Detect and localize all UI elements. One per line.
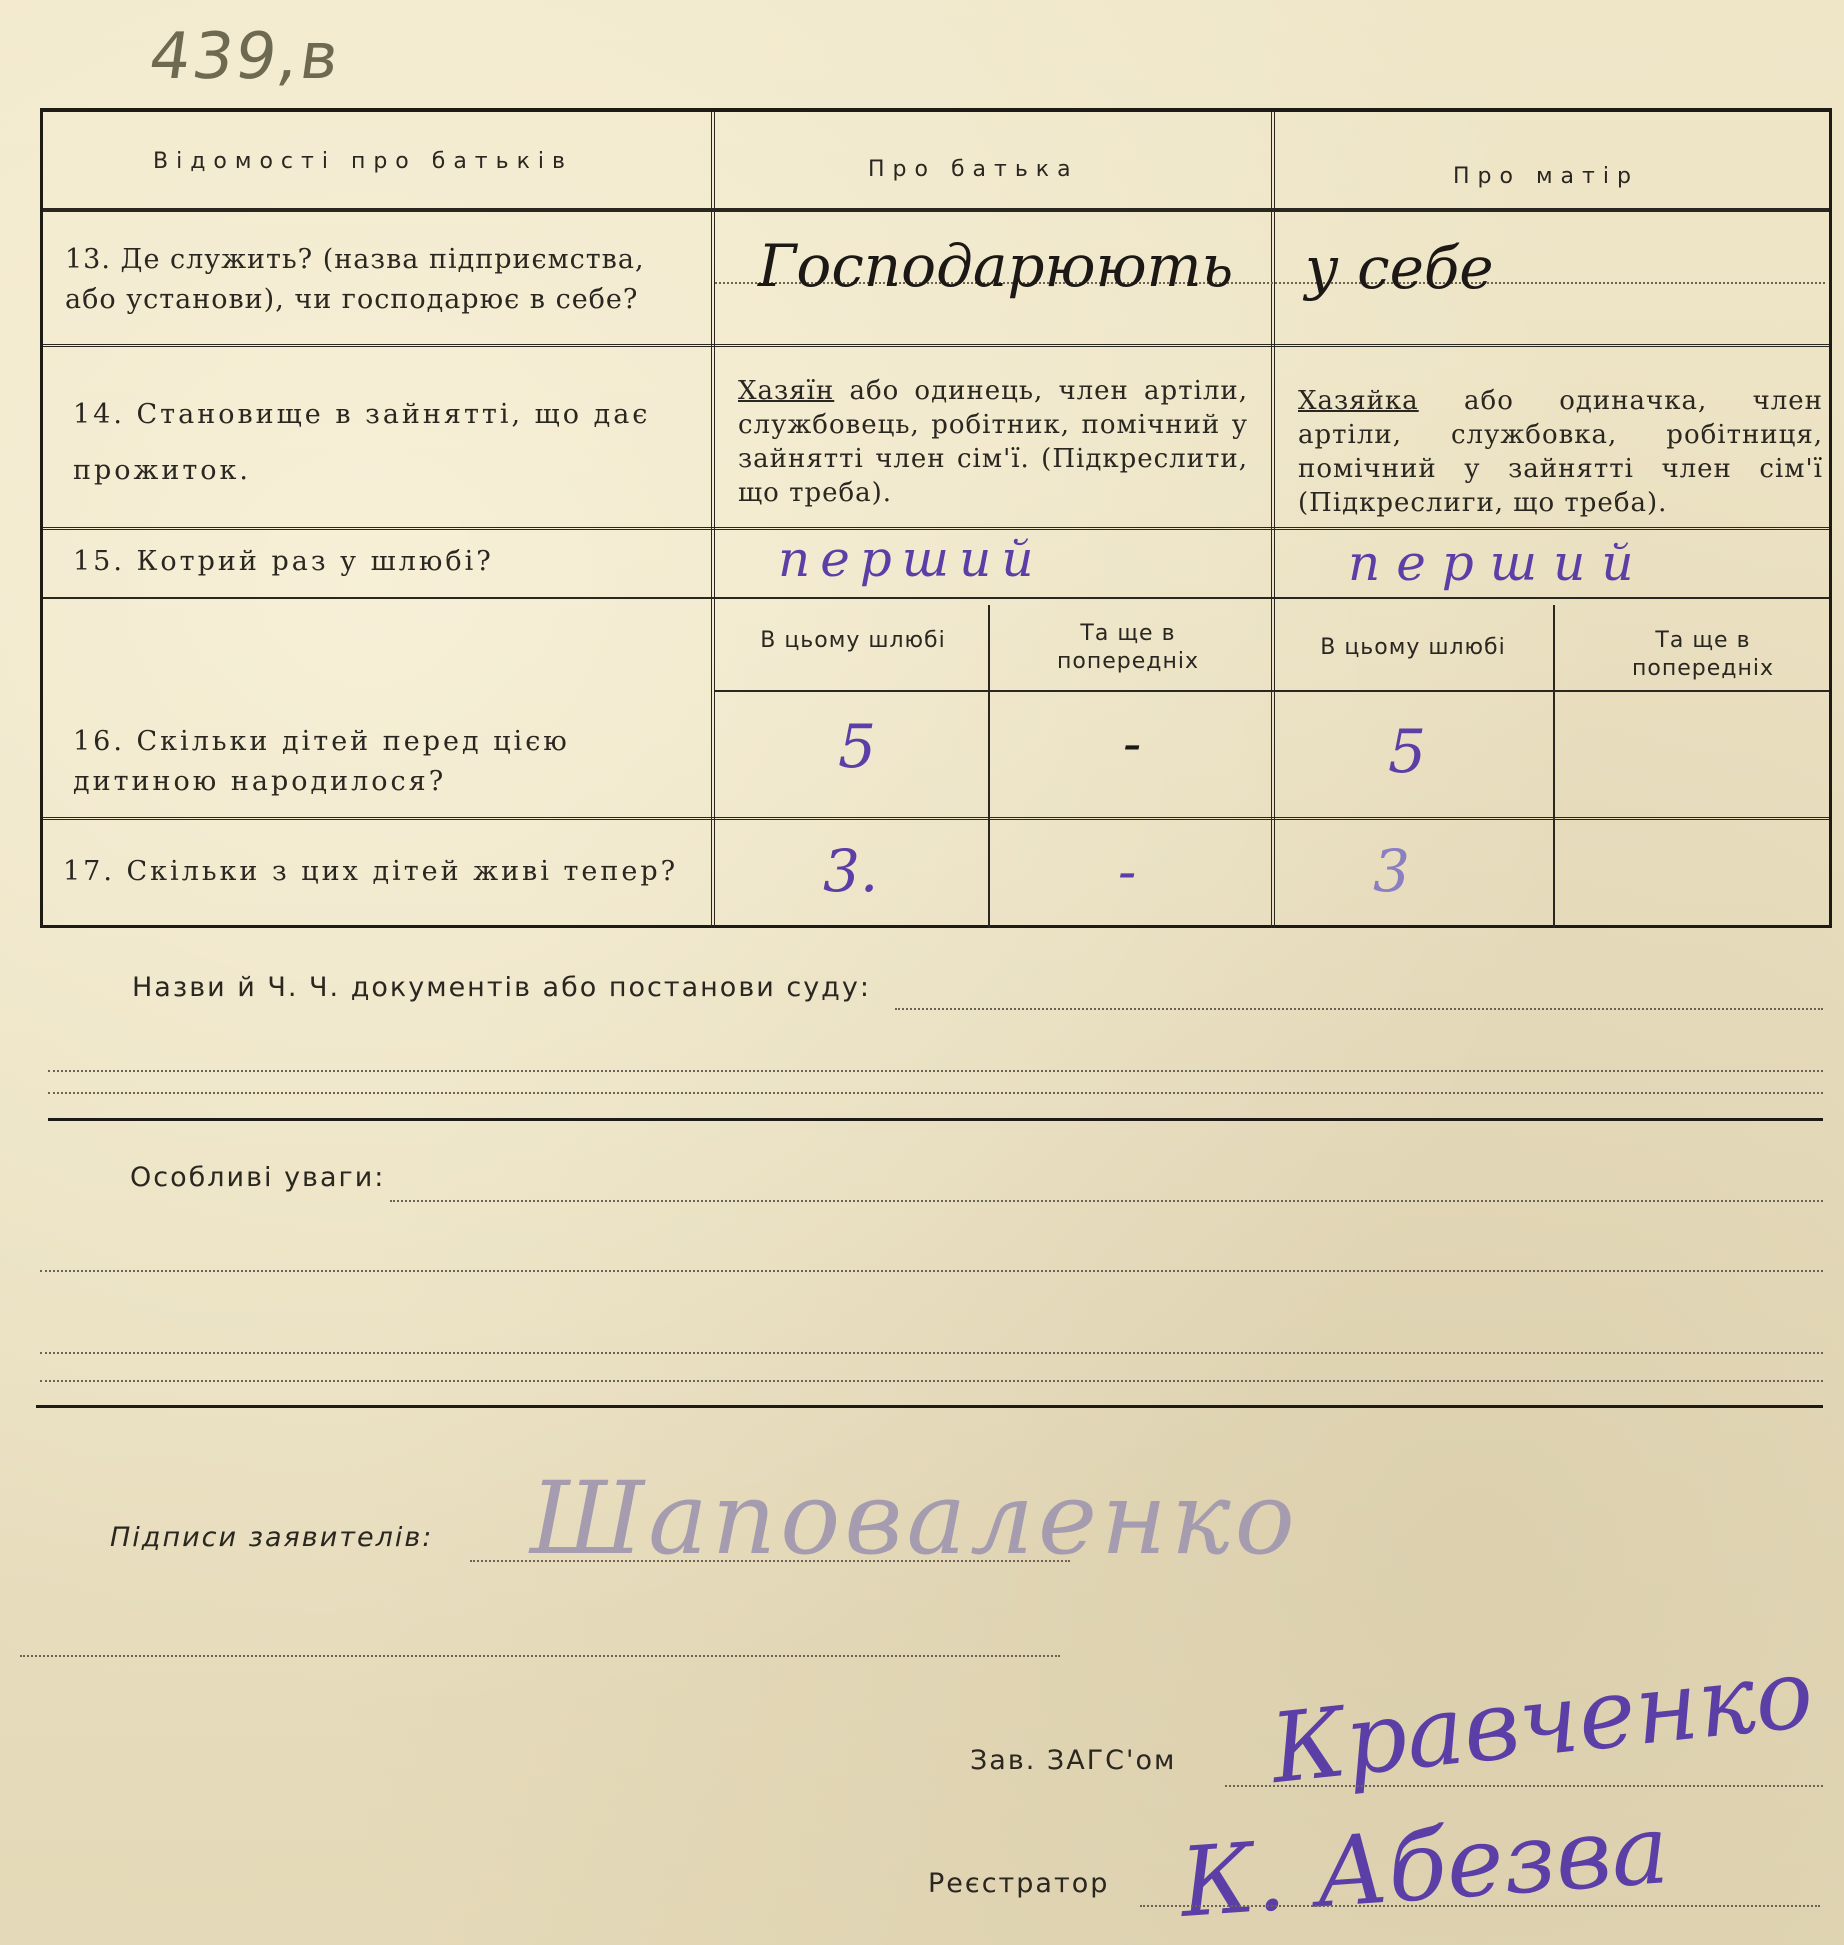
row14-father-options-text: або одинець, член артіли, службовець, робітник, помічний у зайнятті член сім'ї. (Підкреслити, що треба). (738, 376, 1249, 508)
documents-dotted-line-3 (48, 1092, 1823, 1094)
row14-mother-options (1298, 384, 1823, 520)
row15-mother-answer: перший (1348, 534, 1650, 592)
header-mother: Про матір (1453, 164, 1639, 189)
row15-bottom-line (43, 597, 1829, 599)
remarks-dotted-line-3 (40, 1352, 1823, 1354)
archive-mark: 439,в (144, 20, 346, 94)
remarks-dotted-line-1 (390, 1200, 1823, 1202)
applicants-dotted-line-1 (470, 1560, 1070, 1562)
row16-father-prev-value: - (1123, 712, 1142, 775)
row17-mother-this-value: 3 (1373, 837, 1410, 905)
registrar-label: Реєстратор (928, 1868, 1110, 1899)
applicant-signature: Шаповаленко (530, 1460, 1299, 1577)
row16-mother-this-header: В цьому шлюбі (1320, 635, 1506, 660)
head-signature: Кравченко (1265, 1636, 1819, 1806)
col-divider-2 (1271, 112, 1275, 928)
row14-mother-options-text: або одиначка, член артіли, службовка, робітниця, помічний у зайнятті член сім'ї (Підкреслиги, що треба). (1298, 386, 1823, 518)
documents-dotted-line-2 (48, 1070, 1823, 1072)
row17-father-prev-value: - (1118, 840, 1137, 903)
registrar-dotted-line (1140, 1905, 1820, 1907)
head-label: Зав. ЗАГС'ом (970, 1745, 1177, 1776)
father-underlined-option: Хазяїн (738, 376, 835, 406)
remarks-dotted-line-4 (40, 1380, 1823, 1382)
row16-mother-prev-header: Та ще в попередніх (1632, 628, 1774, 681)
row16-father-this-value: 5 (838, 712, 877, 782)
row13-mother-answer: у себе (1305, 234, 1494, 302)
remarks-section-rule (36, 1405, 1823, 1408)
col-divider-mother-sub (1553, 605, 1555, 928)
row16-question: 16. Скільки дітей перед цією дитиною народилося? (73, 726, 570, 797)
row16-subheader-line (715, 690, 1829, 692)
row13-father-answer: Господарюють (758, 232, 1234, 300)
row13-bottom-line (43, 344, 1829, 350)
mother-underlined-option: Хазяйка (1298, 386, 1419, 416)
head-dotted-line (1225, 1785, 1823, 1787)
col-divider-1 (711, 112, 715, 928)
documents-label: Назви й Ч. Ч. документів або постанови суду: (132, 972, 871, 1003)
row15-father-answer: перший (778, 530, 1044, 588)
registrar-signature: К. Абезва (1176, 1793, 1673, 1939)
row16-father-this-header: В цьому шлюбі (760, 628, 946, 653)
row16-father-prev-header: Та ще в попередніх (1057, 621, 1199, 674)
row17-question: 17. Скільки з цих дітей живі тепер? (63, 856, 679, 887)
applicants-signature-label: Підписи заявителів: (110, 1522, 434, 1553)
col-divider-father-sub (988, 605, 990, 928)
header-father: Про батька (868, 157, 1079, 182)
row15-question: 15. Котрий раз у шлюбі? (73, 546, 494, 577)
header-parents-info: Відомості про батьків (153, 149, 573, 174)
row13-question: 13. Де служить? (назва підприємства, або установи), чи господарює в себе? (65, 244, 645, 315)
documents-section-rule (48, 1118, 1823, 1121)
applicants-dotted-line-2 (20, 1655, 1060, 1657)
header-bottom-line (43, 208, 1829, 212)
remarks-label: Особливі уваги: (130, 1162, 386, 1193)
row14-question: 14. Становище в зайнятті, що дає прожиток. (73, 399, 651, 486)
row16-bottom-line (43, 817, 1829, 823)
parents-info-table (40, 108, 1832, 928)
row17-father-this-value: 3. (823, 837, 879, 905)
remarks-dotted-line-2 (40, 1270, 1823, 1272)
row14-father-options (738, 374, 1248, 510)
documents-dotted-line-1 (895, 1008, 1823, 1010)
row16-mother-this-value: 5 (1388, 717, 1427, 787)
